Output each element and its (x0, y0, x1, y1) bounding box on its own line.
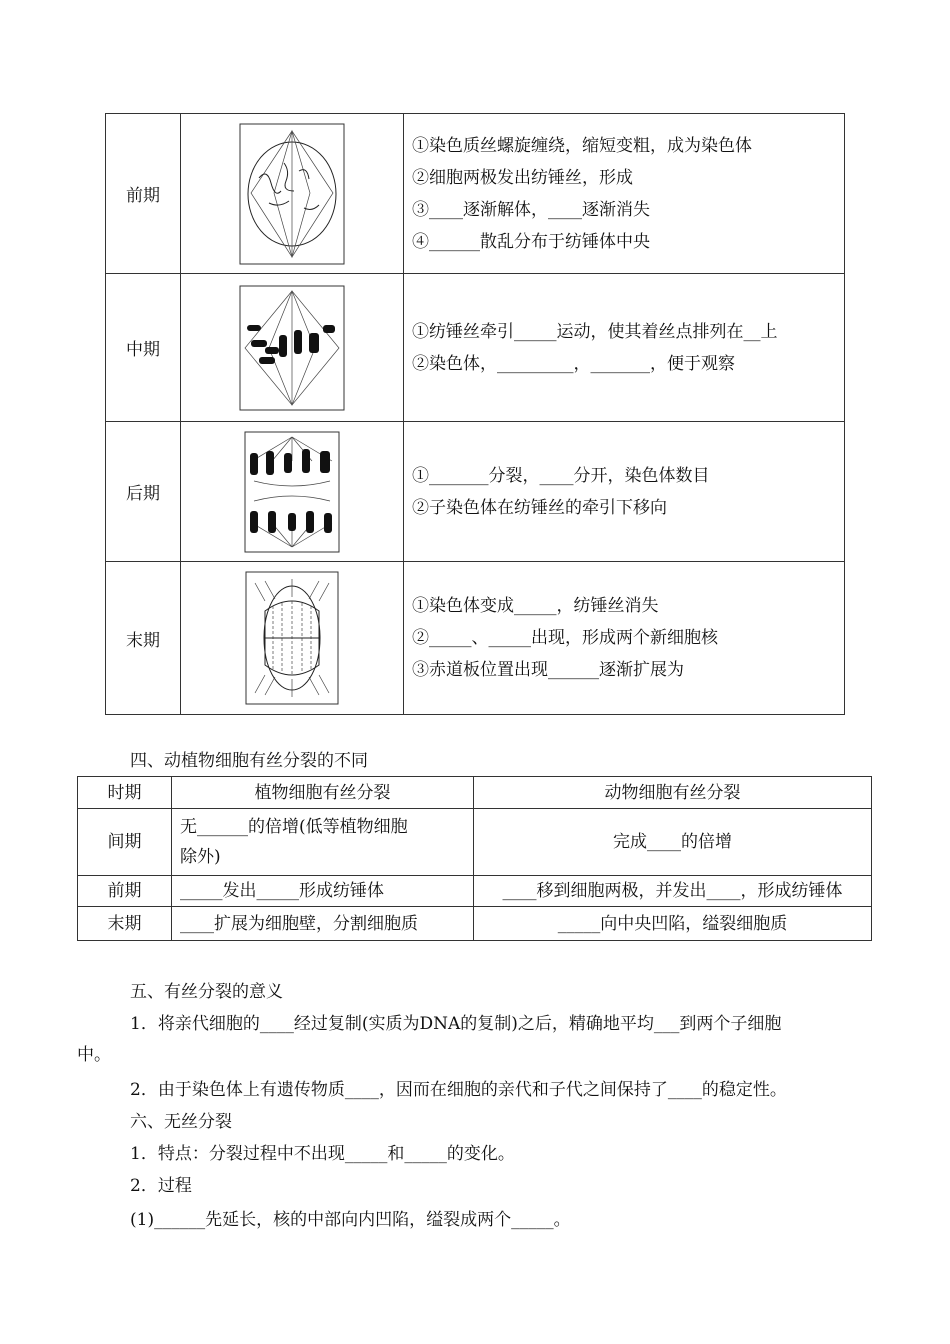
table-row (106, 562, 845, 715)
phase-label: 末期 (106, 562, 181, 715)
paragraph: 2．过程 (130, 1176, 192, 1196)
animal-cell: 完成____的倍增 (474, 809, 872, 876)
phase-cell: 前期 (78, 876, 172, 907)
table-row (78, 876, 872, 907)
description-line: ④______散乱分布于纺锤体中央 (412, 231, 650, 252)
table-row (78, 907, 872, 941)
paragraph: (1)______先延长，核的中部向内凹陷，缢裂成两个_____。 (130, 1210, 571, 1230)
section-heading: 五、有丝分裂的意义 (130, 982, 283, 1002)
column-header: 时期 (78, 777, 172, 809)
phase-label: 前期 (106, 114, 181, 274)
phase-cell: 末期 (78, 907, 172, 941)
paragraph: 2．由于染色体上有遗传物质____，因而在细胞的亲代和子代之间保持了____的稳定性。 (130, 1080, 787, 1100)
table-row (78, 809, 872, 876)
paragraph: 1．将亲代细胞的____经过复制(实质为DNA的复制)之后，精确地平均___到两个子细胞 (130, 1014, 782, 1034)
description-line: ②细胞两极发出纺锤丝，形成 (412, 167, 633, 188)
anaphase-figure (181, 422, 404, 562)
phase-label: 后期 (106, 422, 181, 562)
mitosis-phase-table (105, 113, 845, 715)
table-row (106, 274, 845, 422)
column-header: 动物细胞有丝分裂 (474, 777, 872, 809)
description-line: ①染色体变成_____，纺锤丝消失 (412, 596, 659, 616)
plant-cell: ____扩展为细胞壁，分割细胞质 (172, 907, 474, 941)
plant-animal-comparison-table (77, 776, 872, 941)
table-row (106, 114, 845, 274)
plant-cell: _____发出_____形成纺锤体 (172, 876, 474, 907)
description-line: ②子染色体在纺锤丝的牵引下移向 (412, 497, 667, 518)
description-line: ①_______分裂，____分开，染色体数目 (412, 465, 710, 486)
phase-description (404, 422, 845, 562)
animal-cell: ____移到细胞两极，并发出____，形成纺锤体 (474, 876, 872, 907)
animal-cell: _____向中央凹陷，缢裂细胞质 (474, 907, 872, 941)
section-heading: 六、无丝分裂 (130, 1112, 232, 1132)
telophase-figure (181, 562, 404, 715)
phase-description (404, 562, 845, 715)
description-line: ③赤道板位置出现______逐渐扩展为 (412, 660, 684, 680)
description-line: ②_____、_____出现，形成两个新细胞核 (412, 628, 718, 648)
phase-description (404, 114, 845, 274)
column-header: 植物细胞有丝分裂 (172, 777, 474, 809)
phase-description (404, 274, 845, 422)
cell-line: 除外) (180, 847, 221, 867)
section-heading: 四、动植物细胞有丝分裂的不同 (130, 751, 368, 771)
plant-cell (172, 809, 474, 876)
description-line: ③____逐渐解体，____逐渐消失 (412, 199, 650, 220)
description-line: ①染色质丝螺旋缠绕，缩短变粗，成为染色体 (412, 135, 752, 156)
cell-line: 无______的倍增(低等植物细胞 (180, 817, 408, 837)
prophase-figure (181, 114, 404, 274)
description-line: ②染色体，_________，_______，便于观察 (412, 353, 735, 374)
table-header-row (78, 777, 872, 809)
table-row (106, 422, 845, 562)
paragraph-continuation: 中。 (77, 1045, 111, 1065)
paragraph: 1．特点：分裂过程中不出现_____和_____的变化。 (130, 1144, 515, 1164)
phase-label: 中期 (106, 274, 181, 422)
description-line: ①纺锤丝牵引_____运动，使其着丝点排列在__上 (412, 321, 778, 342)
phase-cell: 间期 (78, 809, 172, 876)
metaphase-figure (181, 274, 404, 422)
